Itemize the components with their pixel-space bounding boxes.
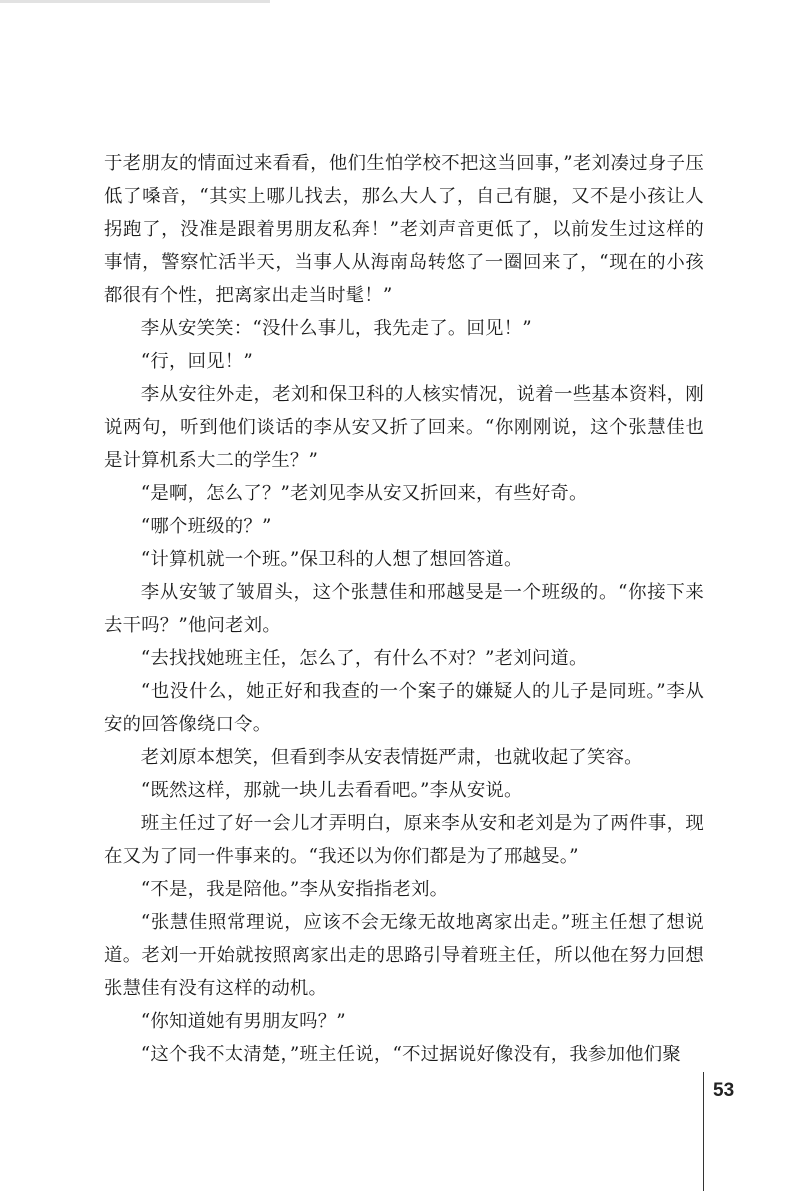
- paragraph: “也没什么，她正好和我查的一个案子的嫌疑人的儿子是同班。”李从安的回答像绕口令。: [104, 681, 704, 735]
- paragraph: “这个我不太清楚，”班主任说，“不过据说好像没有，我参加他们聚: [140, 1044, 681, 1065]
- paragraph: 于老朋友的情面过来看看，他们生怕学校不把这当回事，”老刘凑过身子压低了嗓音，“其实上哪儿找去，那么大人了，自己有腿，又不是小孩让人拐跑了，没准是跟着男朋友私奔！”老刘声音更低了，以前发生过这样的事情，警察忙活半天，当事人从海南岛转悠了一圈回来了，“现在的小孩都很有个性，把离家出走当时髦！”: [104, 153, 704, 306]
- paragraph: “去找找她班主任，怎么了，有什么不对？”老刘问道。: [140, 648, 588, 669]
- paragraph: 李从安笑笑：“没什么事儿，我先走了。回见！”: [140, 318, 532, 339]
- paragraph: “既然这样，那就一块儿去看看吧。”李从安说。: [140, 780, 523, 801]
- paragraph: “计算机就一个班。”保卫科的人想了想回答道。: [140, 549, 523, 570]
- paragraph: 老刘原本想笑，但看到李从安表情挺严肃，也就收起了笑容。: [140, 747, 643, 768]
- scan-edge-line: [0, 0, 270, 3]
- paragraph: 班主任过了好一会儿才弄明白，原来李从安和老刘是为了两件事，现在又为了同一件事来的。“我还以为你们都是为了邢越旻。”: [104, 813, 704, 867]
- body-text: [104, 147, 704, 1071]
- paragraph: “不是，我是陪他。”李从安指指老刘。: [140, 879, 449, 900]
- paragraph: “哪个班级的？”: [140, 516, 272, 537]
- paragraph: 李从安皱了皱眉头，这个张慧佳和邢越旻是一个班级的。“你接下来去干吗？”他问老刘。: [104, 582, 704, 636]
- paragraph: “是啊，怎么了？”老刘见李从安又折回来，有些好奇。: [140, 483, 588, 504]
- paragraph: 李从安往外走，老刘和保卫科的人核实情况，说着一些基本资料，刚说两句，听到他们谈话的李从安又折了回来。“你刚刚说，这个张慧佳也是计算机系大二的学生？”: [104, 384, 704, 471]
- page-number: 53: [713, 1080, 735, 1101]
- paragraph: “行，回见！”: [140, 351, 253, 372]
- page-number-rule: [703, 1072, 704, 1191]
- paragraph: “张慧佳照常理说，应该不会无缘无故地离家出走。”班主任想了想说道。老刘一开始就按照离家出走的思路引导着班主任，所以他在努力回想张慧佳有没有这样的动机。: [104, 912, 704, 999]
- paragraph: “你知道她有男朋友吗？”: [140, 1011, 346, 1032]
